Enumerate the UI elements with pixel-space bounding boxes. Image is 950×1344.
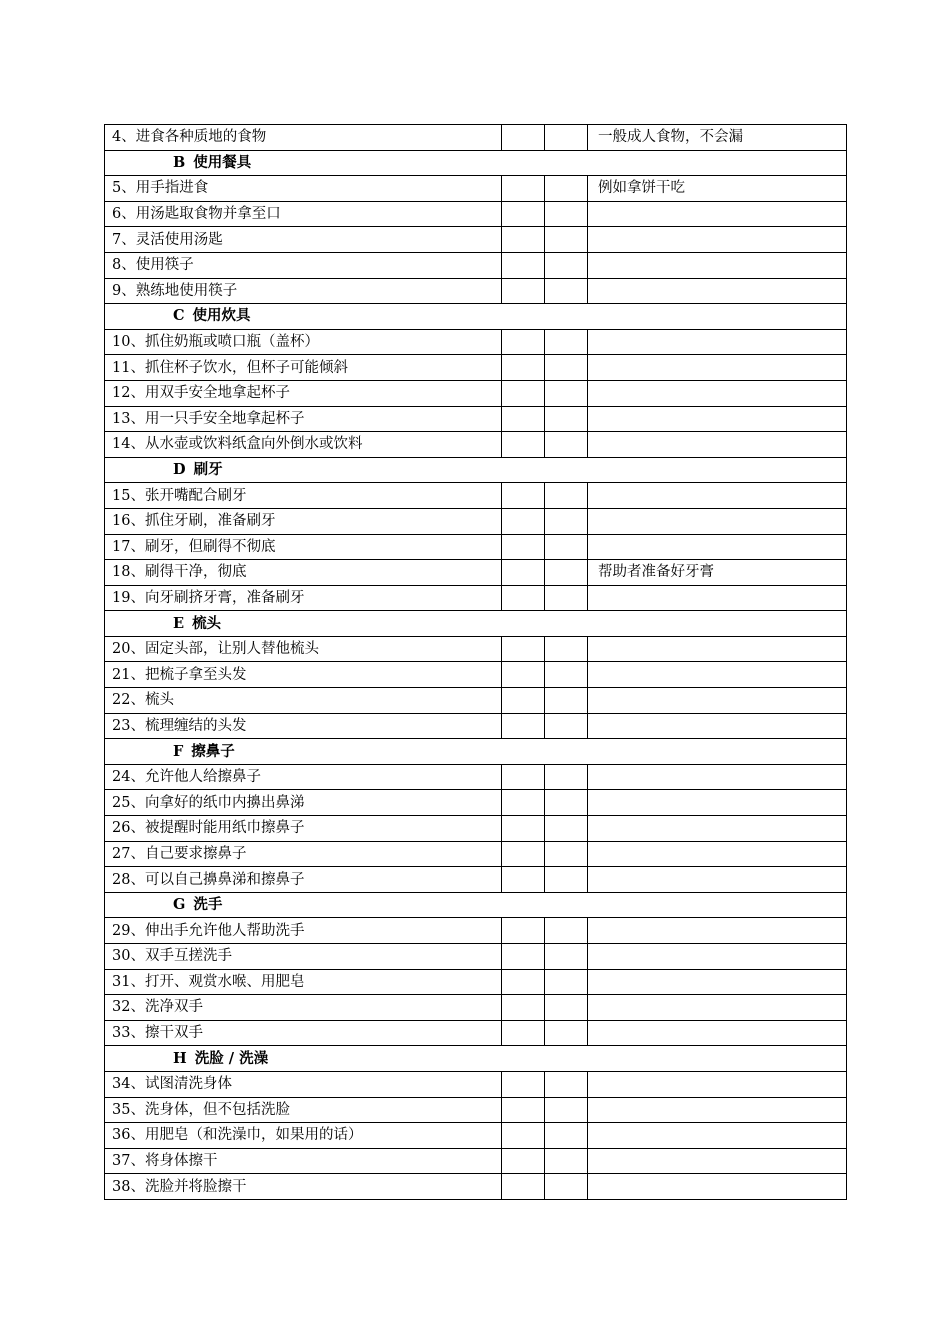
check-cell-second[interactable] [545, 688, 588, 714]
checklist-item-row [105, 790, 847, 816]
item-note [588, 1123, 847, 1149]
item-note [588, 355, 847, 381]
checklist-item-row [105, 816, 847, 842]
check-cell-first[interactable] [502, 1097, 545, 1123]
section-letter: F [173, 742, 184, 760]
check-cell-second[interactable] [545, 176, 588, 202]
check-cell-first[interactable] [502, 508, 545, 534]
item-note [588, 1020, 847, 1046]
item-note [588, 944, 847, 970]
checklist-item-row [105, 227, 847, 253]
check-cell-first[interactable] [502, 329, 545, 355]
self-care-checklist-table [104, 124, 847, 1200]
checklist-item-row [105, 1123, 847, 1149]
section-title: 洗手 [193, 896, 223, 914]
checklist-item-row [105, 406, 847, 432]
item-description: 28、可以自己擤鼻涕和擦鼻子 [105, 867, 502, 893]
item-description: 9、熟练地使用筷子 [105, 278, 502, 304]
section-header-cell [105, 304, 847, 330]
item-description: 4、进食各种质地的食物 [105, 125, 502, 151]
check-cell-second[interactable] [545, 278, 588, 304]
item-description: 22、梳头 [105, 688, 502, 714]
section-header-row [105, 611, 847, 637]
item-description: 17、刷牙，但刷得不彻底 [105, 534, 502, 560]
check-cell-first[interactable] [502, 1071, 545, 1097]
section-letter: H [173, 1049, 187, 1067]
check-cell-second[interactable] [545, 969, 588, 995]
item-note [588, 508, 847, 534]
item-description: 31、打开、观赏水喉、用肥皂 [105, 969, 502, 995]
item-description: 38、洗脸并将脸擦干 [105, 1174, 502, 1200]
checklist-item-row [105, 483, 847, 509]
check-cell-first[interactable] [502, 278, 545, 304]
section-title: 刷牙 [193, 461, 223, 479]
section-letter: B [173, 153, 186, 171]
section-title: 擦鼻子 [191, 742, 235, 760]
check-cell-first[interactable] [502, 1174, 545, 1200]
item-note [588, 252, 847, 278]
section-letter: E [173, 614, 185, 632]
item-description: 25、向拿好的纸巾内擤出鼻涕 [105, 790, 502, 816]
item-description: 32、洗净双手 [105, 995, 502, 1021]
item-note: 例如拿饼干吃 [588, 176, 847, 202]
check-cell-first[interactable] [502, 252, 545, 278]
section-header-row [105, 1046, 847, 1072]
check-cell-first[interactable] [502, 432, 545, 458]
checklist-item-row [105, 252, 847, 278]
checklist-item-row [105, 636, 847, 662]
checklist-item-row [105, 918, 847, 944]
item-note: 帮助者准备好牙膏 [588, 560, 847, 586]
check-cell-second[interactable] [545, 790, 588, 816]
check-cell-first[interactable] [502, 969, 545, 995]
check-cell-second[interactable] [545, 355, 588, 381]
check-cell-first[interactable] [502, 867, 545, 893]
checklist-item-row [105, 1020, 847, 1046]
check-cell-first[interactable] [502, 201, 545, 227]
check-cell-second[interactable] [545, 1020, 588, 1046]
check-cell-second[interactable] [545, 867, 588, 893]
section-header-cell [105, 150, 847, 176]
check-cell-second[interactable] [545, 432, 588, 458]
item-description: 7、灵活使用汤匙 [105, 227, 502, 253]
item-description: 35、洗身体，但不包括洗脸 [105, 1097, 502, 1123]
item-note [588, 1071, 847, 1097]
item-description: 12、用双手安全地拿起杯子 [105, 380, 502, 406]
checklist-item-row [105, 969, 847, 995]
item-note [588, 841, 847, 867]
check-cell-first[interactable] [502, 585, 545, 611]
item-note [588, 1148, 847, 1174]
item-note [588, 380, 847, 406]
check-cell-second[interactable] [545, 764, 588, 790]
section-header-cell [105, 1046, 847, 1072]
section-letter: C [173, 307, 185, 325]
checklist-item-row [105, 1097, 847, 1123]
item-note [588, 201, 847, 227]
checklist-item-row [105, 688, 847, 714]
item-description: 29、伸出手允许他人帮助洗手 [105, 918, 502, 944]
section-title: 使用餐具 [193, 153, 252, 171]
item-note [588, 688, 847, 714]
checklist-item-row [105, 560, 847, 586]
section-header-cell [105, 892, 847, 918]
check-cell-first[interactable] [502, 1020, 545, 1046]
item-note [588, 816, 847, 842]
item-description: 16、抓住牙刷，准备刷牙 [105, 508, 502, 534]
item-description: 5、用手指进食 [105, 176, 502, 202]
section-header-row [105, 457, 847, 483]
checklist-item-row [105, 380, 847, 406]
check-cell-second[interactable] [545, 841, 588, 867]
check-cell-second[interactable] [545, 125, 588, 151]
item-note [588, 713, 847, 739]
check-cell-first[interactable] [502, 790, 545, 816]
item-description: 20、固定头部，让别人替他梳头 [105, 636, 502, 662]
item-description: 30、双手互搓洗手 [105, 944, 502, 970]
item-note [588, 585, 847, 611]
check-cell-second[interactable] [545, 483, 588, 509]
checklist-item-row [105, 995, 847, 1021]
item-note [588, 432, 847, 458]
item-note [588, 227, 847, 253]
check-cell-first[interactable] [502, 713, 545, 739]
check-cell-second[interactable] [545, 944, 588, 970]
checklist-item-row [105, 867, 847, 893]
check-cell-first[interactable] [502, 816, 545, 842]
item-description: 34、试图清洗身体 [105, 1071, 502, 1097]
check-cell-second[interactable] [545, 1097, 588, 1123]
check-cell-first[interactable] [502, 918, 545, 944]
item-description: 23、梳理缠结的头发 [105, 713, 502, 739]
item-description: 13、用一只手安全地拿起杯子 [105, 406, 502, 432]
check-cell-second[interactable] [545, 713, 588, 739]
check-cell-first[interactable] [502, 1148, 545, 1174]
check-cell-first[interactable] [502, 534, 545, 560]
item-description: 24、允许他人给擦鼻子 [105, 764, 502, 790]
check-cell-first[interactable] [502, 764, 545, 790]
checklist-item-row [105, 841, 847, 867]
item-note [588, 1097, 847, 1123]
section-title: 洗脸 / 洗澡 [194, 1049, 269, 1067]
check-cell-first[interactable] [502, 355, 545, 381]
check-cell-second[interactable] [545, 1174, 588, 1200]
check-cell-second[interactable] [545, 380, 588, 406]
item-description: 10、抓住奶瓶或喷口瓶（盖杯） [105, 329, 502, 355]
checklist-item-row [105, 764, 847, 790]
checklist-item-row [105, 534, 847, 560]
section-letter: D [173, 461, 186, 479]
check-cell-second[interactable] [545, 662, 588, 688]
item-description: 8、使用筷子 [105, 252, 502, 278]
checklist-item-row [105, 662, 847, 688]
checklist-item-row [105, 125, 847, 151]
item-description: 27、自己要求擦鼻子 [105, 841, 502, 867]
checklist-item-row [105, 508, 847, 534]
section-header-row [105, 150, 847, 176]
item-note [588, 790, 847, 816]
checklist-item-row [105, 329, 847, 355]
checklist-item-row [105, 944, 847, 970]
check-cell-second[interactable] [545, 1071, 588, 1097]
section-header-cell [105, 739, 847, 765]
checklist-item-row [105, 201, 847, 227]
item-note [588, 329, 847, 355]
check-cell-first[interactable] [502, 176, 545, 202]
checklist-item-row [105, 713, 847, 739]
check-cell-first[interactable] [502, 227, 545, 253]
item-note [588, 867, 847, 893]
check-cell-second[interactable] [545, 1123, 588, 1149]
checklist-item-row [105, 585, 847, 611]
item-description: 14、从水壶或饮料纸盒向外倒水或饮料 [105, 432, 502, 458]
checklist-item-row [105, 176, 847, 202]
check-cell-second[interactable] [545, 534, 588, 560]
check-cell-second[interactable] [545, 508, 588, 534]
item-description: 19、向牙刷挤牙膏，准备刷牙 [105, 585, 502, 611]
item-note [588, 1174, 847, 1200]
item-description: 33、擦干双手 [105, 1020, 502, 1046]
check-cell-first[interactable] [502, 944, 545, 970]
item-description: 36、用肥皂（和洗澡巾，如果用的话） [105, 1123, 502, 1149]
check-cell-second[interactable] [545, 1148, 588, 1174]
item-description: 11、抓住杯子饮水，但杯子可能倾斜 [105, 355, 502, 381]
item-description: 26、被提醒时能用纸巾擦鼻子 [105, 816, 502, 842]
section-header-cell [105, 611, 847, 637]
check-cell-first[interactable] [502, 841, 545, 867]
check-cell-second[interactable] [545, 252, 588, 278]
check-cell-first[interactable] [502, 483, 545, 509]
check-cell-first[interactable] [502, 995, 545, 1021]
item-description: 18、刷得干净，彻底 [105, 560, 502, 586]
item-note [588, 483, 847, 509]
item-note: 一般成人食物，不会漏 [588, 125, 847, 151]
check-cell-first[interactable] [502, 560, 545, 586]
check-cell-second[interactable] [545, 201, 588, 227]
check-cell-second[interactable] [545, 585, 588, 611]
item-description: 21、把梳子拿至头发 [105, 662, 502, 688]
item-note [588, 969, 847, 995]
item-note [588, 764, 847, 790]
checklist-item-row [105, 278, 847, 304]
check-cell-first[interactable] [502, 688, 545, 714]
checklist-item-row [105, 355, 847, 381]
section-letter: G [173, 896, 186, 914]
section-header-row [105, 892, 847, 918]
item-note [588, 662, 847, 688]
check-cell-second[interactable] [545, 406, 588, 432]
item-note [588, 995, 847, 1021]
check-cell-second[interactable] [545, 918, 588, 944]
check-cell-first[interactable] [502, 406, 545, 432]
check-cell-first[interactable] [502, 380, 545, 406]
check-cell-first[interactable] [502, 125, 545, 151]
item-note [588, 534, 847, 560]
check-cell-second[interactable] [545, 816, 588, 842]
check-cell-first[interactable] [502, 1123, 545, 1149]
section-title: 使用炊具 [192, 307, 251, 325]
item-description: 37、将身体擦干 [105, 1148, 502, 1174]
item-note [588, 918, 847, 944]
item-description: 6、用汤匙取食物并拿至口 [105, 201, 502, 227]
check-cell-second[interactable] [545, 560, 588, 586]
item-description: 15、张开嘴配合刷牙 [105, 483, 502, 509]
section-title: 梳头 [192, 614, 222, 632]
check-cell-second[interactable] [545, 227, 588, 253]
checklist-body [105, 125, 847, 1200]
check-cell-second[interactable] [545, 329, 588, 355]
item-note [588, 406, 847, 432]
section-header-row [105, 304, 847, 330]
section-header-cell [105, 457, 847, 483]
check-cell-second[interactable] [545, 636, 588, 662]
checklist-item-row [105, 1148, 847, 1174]
check-cell-second[interactable] [545, 995, 588, 1021]
section-header-row [105, 739, 847, 765]
checklist-item-row [105, 432, 847, 458]
checklist-item-row [105, 1174, 847, 1200]
check-cell-first[interactable] [502, 636, 545, 662]
item-note [588, 636, 847, 662]
item-note [588, 278, 847, 304]
checklist-item-row [105, 1071, 847, 1097]
check-cell-first[interactable] [502, 662, 545, 688]
